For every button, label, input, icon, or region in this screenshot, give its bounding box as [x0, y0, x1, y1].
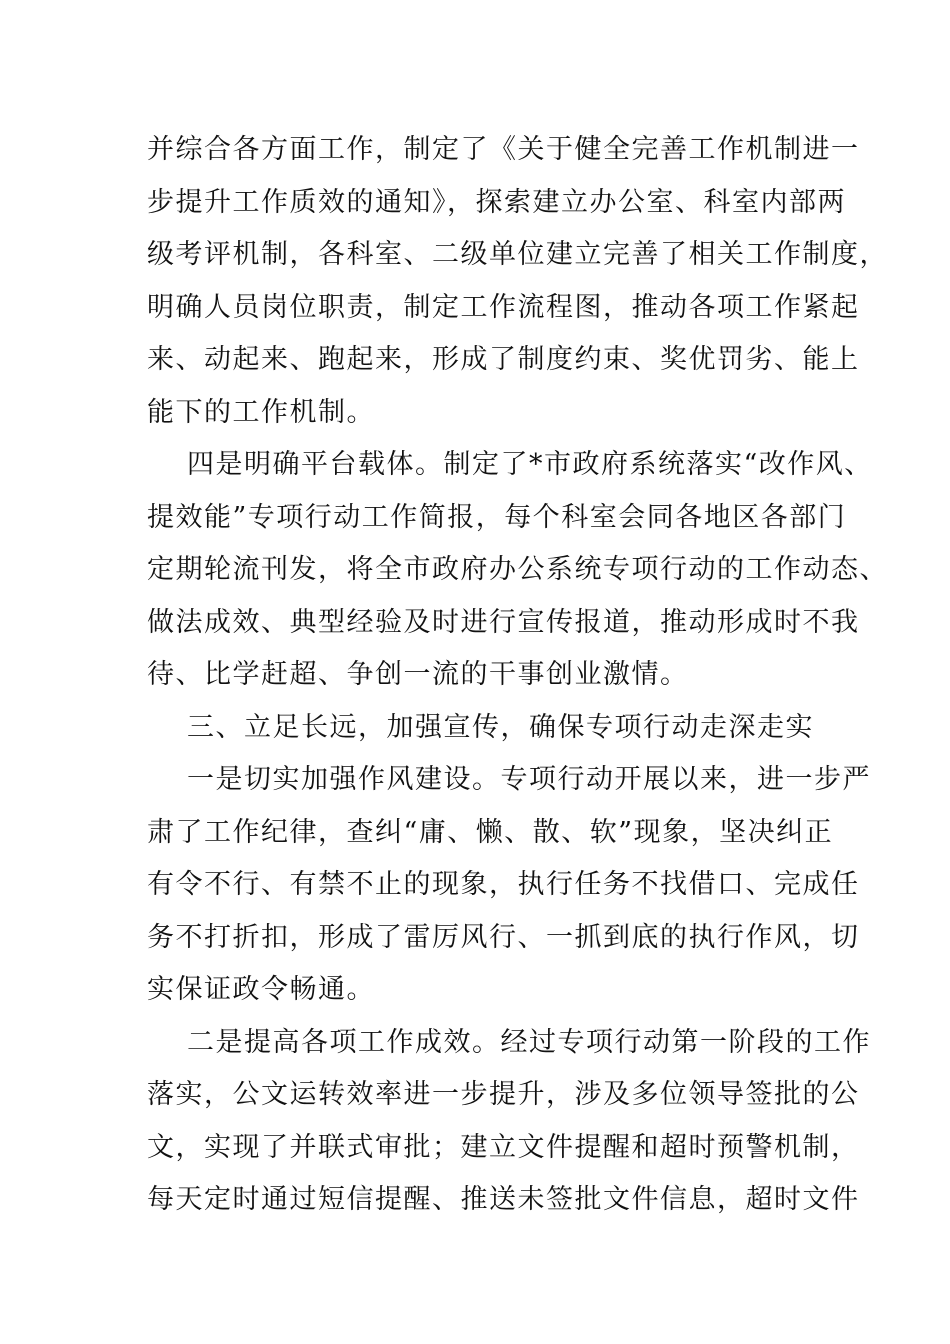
paragraph-work-mechanism — [147, 124, 888, 439]
paragraph-platform-carrier — [147, 439, 888, 702]
text-line: 四是明确平台载体。制定了*市政府系统落实“改作风、 — [187, 449, 873, 480]
paragraph-work-effectiveness — [147, 1017, 871, 1227]
text-line: 有令不行、有禁不止的现象，执行任务不找借口、完成任 — [147, 869, 860, 900]
paragraph-work-style — [147, 754, 871, 1017]
document-body — [147, 124, 888, 1227]
text-line: 每天定时通过短信提醒、推送未签批文件信息，超时文件 — [147, 1184, 860, 1215]
text-line: 定期轮流刊发，将全市政府办公系统专项行动的工作动态、 — [147, 554, 888, 585]
text-line: 待、比学赶超、争创一流的干事创业激情。 — [147, 659, 689, 690]
text-line: 实保证政令畅通。 — [147, 974, 375, 1005]
text-line: 提效能”专项行动工作简报，每个科室会同各地区各部门 — [147, 501, 847, 533]
text-line: 做法成效、典型经验及时进行宣传报道，推动形成时不我 — [147, 606, 860, 638]
text-line: 能下的工作机制。 — [147, 396, 375, 428]
section-heading-text: 三、立足长远，加强宣传，确保专项行动走深走实 — [187, 711, 814, 743]
text-line: 文，实现了并联式审批；建立文件提醒和超时预警机制， — [147, 1131, 860, 1163]
text-line: 步提升工作质效的通知》，探索建立办公室、科室内部两 — [147, 186, 846, 218]
text-line: 来、动起来、跑起来，形成了制度约束、奖优罚劣、能上 — [147, 344, 860, 375]
text-line: 肃了工作纪律，查纠“庸、懒、散、软”现象，坚决纠正 — [147, 816, 834, 848]
text-line: 级考评机制，各科室、二级单位建立完善了相关工作制度， — [147, 239, 888, 270]
text-line: 二是提高各项工作成效。经过专项行动第一阶段的工作 — [187, 1026, 871, 1058]
text-line: 务不打折扣，形成了雷厉风行、一抓到底的执行作风，切 — [147, 921, 860, 953]
text-line: 一是切实加强作风建设。专项行动开展以来，进一步严 — [187, 764, 871, 795]
text-line: 明确人员岗位职责，制定工作流程图，推动各项工作紧起 — [147, 291, 860, 323]
text-line: 落实，公文运转效率进一步提升，涉及多位领导签批的公 — [147, 1079, 860, 1110]
text-line: 并综合各方面工作，制定了《关于健全完善工作机制进一 — [147, 134, 860, 165]
section-heading-three — [147, 702, 814, 755]
